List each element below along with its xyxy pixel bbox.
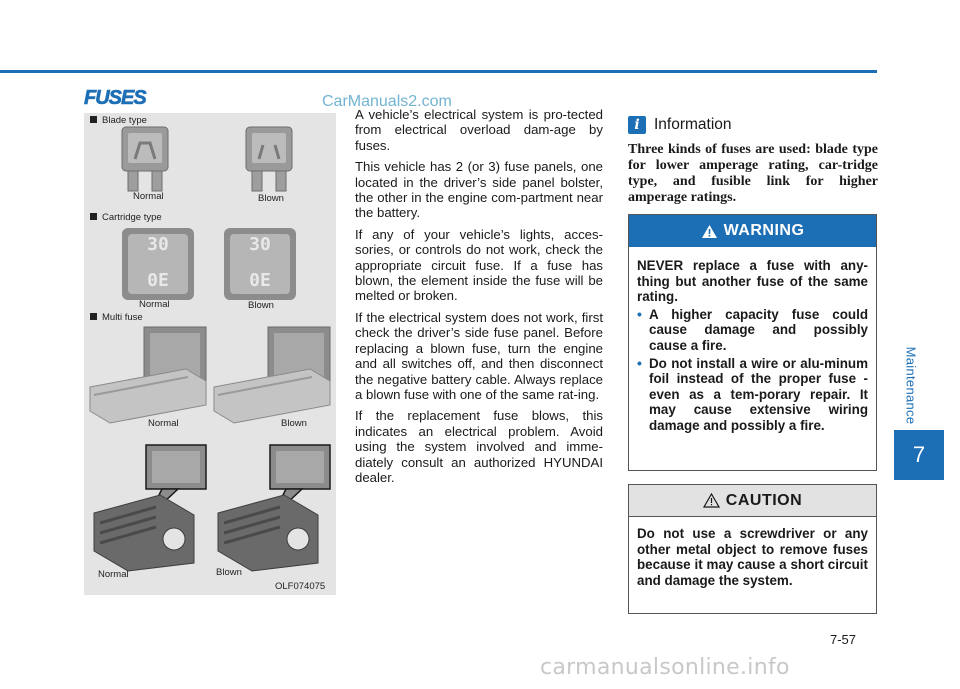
information-text: Three kinds of fuses are used: blade type for lower amperage rating, car-tridge type, and fusible link for higher amperage ratings.: [628, 142, 878, 205]
caution-title: CAUTION: [725, 491, 803, 509]
cartridge-normal-label: Normal: [139, 299, 170, 310]
multi-normal-label: Normal: [148, 418, 179, 429]
figure-code: OLF074075: [275, 581, 326, 592]
square-bullet-icon: [90, 313, 97, 320]
bullet-dot-icon: •: [637, 305, 642, 322]
cartridge-blown-label: Blown: [248, 300, 274, 311]
multi-fuse-normal-illustration: [88, 325, 210, 425]
multi-fuse-label: Multi fuse: [90, 312, 143, 323]
link-blown-label: Blown: [216, 567, 242, 578]
bullet-dot-icon: •: [637, 354, 642, 371]
warning-title: WARNING: [723, 222, 805, 239]
body-paragraph: If any of your vehicle’s lights, acces-sories, or controls do not work, check the appropriate circuit fuse. If a fuse has blown, the element inside the fuse will be melted or broken.: [355, 226, 603, 304]
cartridge-fuse-normal-illustration: [122, 228, 194, 300]
info-icon: i: [628, 116, 646, 134]
blade-type-label: Blade type: [90, 115, 147, 126]
cartridge-fuse-blown-illustration: [224, 228, 296, 300]
caution-body: Do not use a screwdriver or any other metal object to remove fuses because it may cause a short circuit and damage the system.: [637, 526, 868, 588]
blade-fuse-normal-illustration: [120, 125, 170, 193]
caution-triangle-icon: [703, 493, 720, 508]
warning-triangle-icon: [701, 224, 718, 239]
page-number: 7-57: [830, 632, 857, 647]
blade-fuse-blown-illustration: [244, 125, 294, 193]
body-paragraph: If the replacement fuse blows, this indicates an electrical problem. Avoid using the system involved and imme-diately consult an authorized HYUNDAI dealer.: [355, 408, 603, 485]
multi-blown-label: Blown: [281, 418, 307, 429]
information-title: Information: [654, 116, 732, 133]
header-rule: [0, 70, 877, 73]
body-paragraph: This vehicle has 2 (or 3) fuse panels, one located in the driver’s side panel bolster, the other in the engine com-partment near the battery.: [355, 159, 603, 221]
warning-body: [629, 247, 876, 434]
body-paragraph: A vehicle’s electrical system is pro-tected from electrical overload dam-age by fuses.: [355, 107, 603, 153]
chapter-number: 7: [894, 430, 944, 480]
watermark-text: CarManuals2.com: [322, 93, 452, 110]
cartridge-rating-top: 30: [147, 234, 169, 255]
fuse-figure: [84, 113, 336, 595]
cartridge-rating-top: 30: [249, 234, 271, 255]
cartridge-rating-bottom: 0E: [249, 270, 271, 291]
blade-blown-label: Blown: [258, 193, 284, 204]
cartridge-type-label: Cartridge type: [90, 212, 162, 223]
fusible-link-blown-illustration: [214, 443, 334, 573]
warning-header: [629, 215, 876, 247]
page-title: FUSES: [84, 87, 146, 109]
warning-bullet: • A higher capacity fuse could cause damage and possibly cause a fire.: [637, 305, 868, 353]
body-text: [355, 107, 603, 491]
warning-box: [628, 214, 877, 471]
warning-lead: NEVER replace a fuse with any-thing but another fuse of the same rating.: [637, 258, 868, 305]
square-bullet-icon: [90, 213, 97, 220]
warning-bullet: • Do not install a wire or alu-minum foil instead of the proper fuse - even as a tem-porary repair. It may cause extensive wiring damage and possibly a fire.: [637, 354, 868, 433]
caution-header: [629, 485, 876, 517]
caution-box: [628, 484, 877, 614]
section-label: Maintenance: [903, 346, 919, 424]
body-paragraph: If the electrical system does not work, first check the driver’s side fuse panel. Before replacing a blown fuse, turn the engine and all switches off, and then disconnect the negative battery cable. Always replace a blown fuse with one of the same rat-ing.: [355, 309, 603, 402]
information-heading: [628, 116, 732, 134]
link-normal-label: Normal: [98, 569, 129, 580]
fusible-link-normal-illustration: [90, 443, 210, 573]
blade-normal-label: Normal: [133, 191, 164, 202]
multi-fuse-blown-illustration: [212, 325, 334, 425]
square-bullet-icon: [90, 116, 97, 123]
footer-watermark: carmanualsonline.info: [540, 655, 790, 680]
cartridge-rating-bottom: 0E: [147, 270, 169, 291]
